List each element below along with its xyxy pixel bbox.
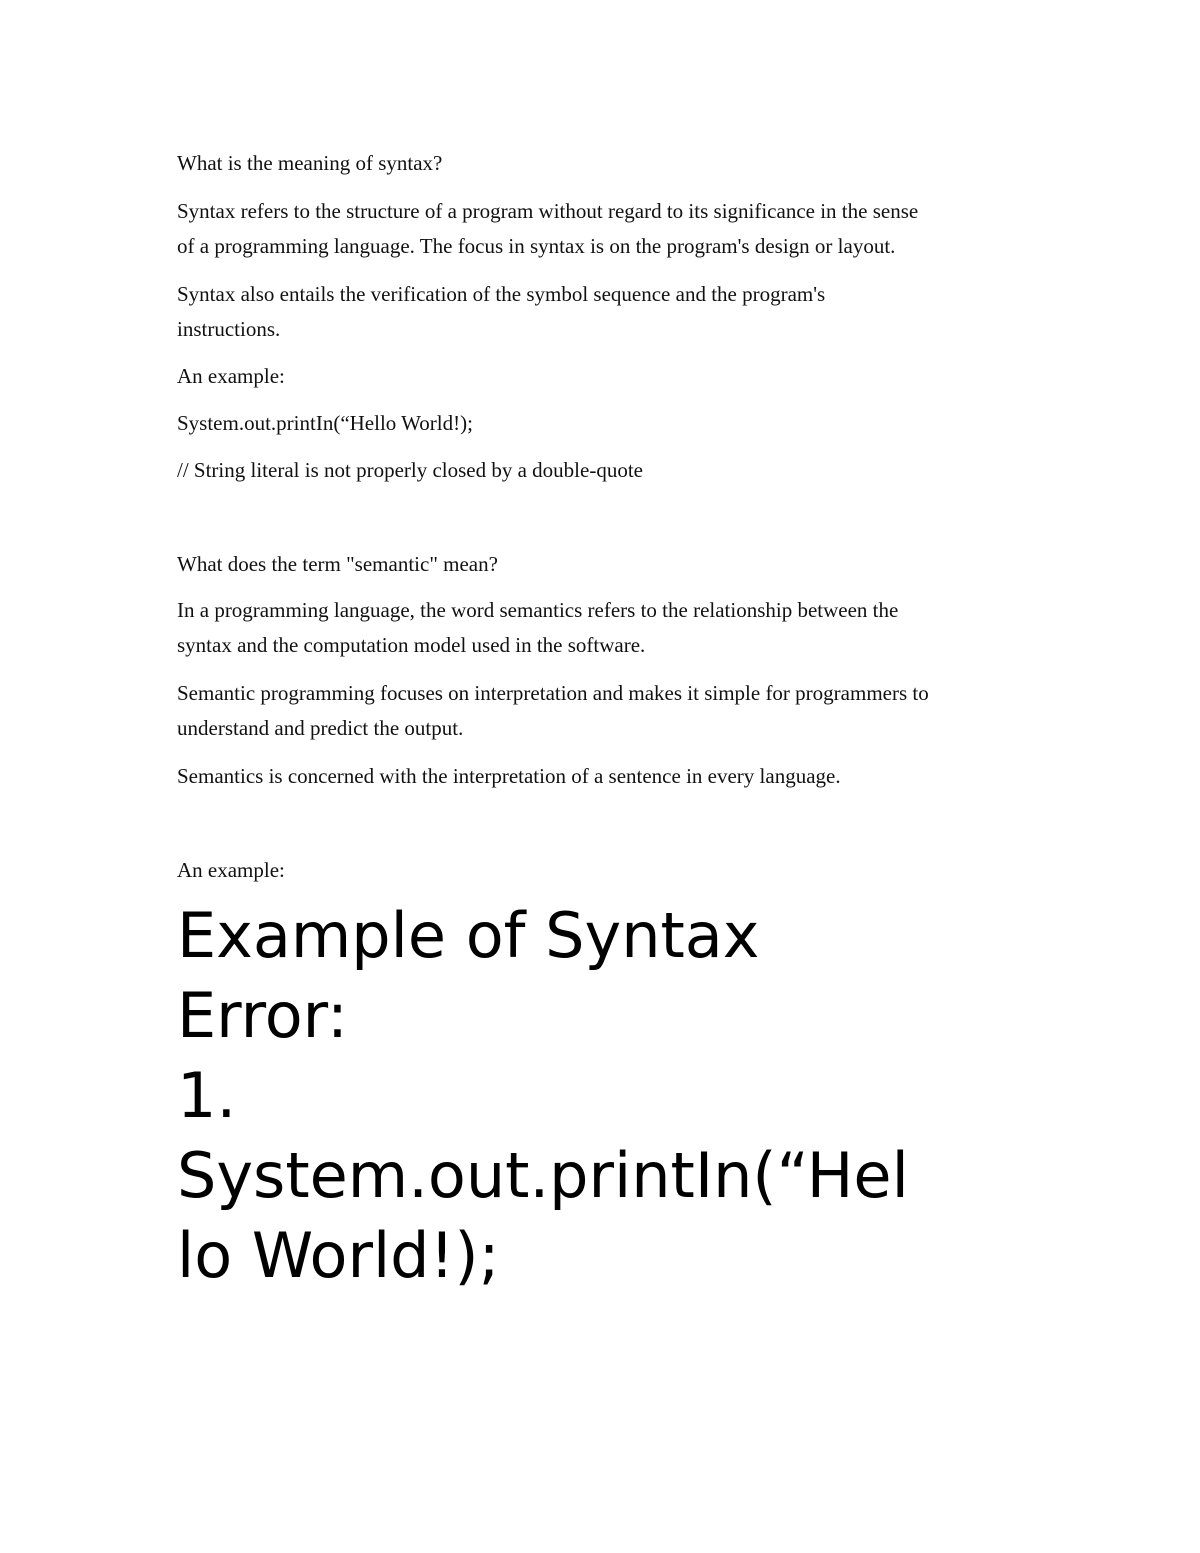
syntax-example-code: System.out.printIn(“Hello World!); xyxy=(177,411,473,435)
big-example-line: Error: xyxy=(177,979,348,1052)
big-example-line: lo World!); xyxy=(177,1219,500,1292)
big-example-line: Example of Syntax xyxy=(177,899,760,972)
syntax-example-comment: // String literal is not properly closed by a double-quote xyxy=(177,458,643,482)
semantic-focus-line: understand and predict the output. xyxy=(177,716,464,740)
semantic-question: What does the term "semantic" mean? xyxy=(177,552,498,576)
syntax-example-label: An example: xyxy=(177,364,285,388)
semantic-example-label: An example: xyxy=(177,858,285,882)
semantic-definition-line: In a programming language, the word semantics refers to the relationship between the xyxy=(177,598,899,622)
semantic-definition xyxy=(177,593,898,663)
syntax-verification xyxy=(177,277,825,347)
semantic-focus xyxy=(177,676,929,746)
semantic-concern: Semantics is concerned with the interpretation of a sentence in every language. xyxy=(177,764,841,788)
semantic-definition-line: syntax and the computation model used in the software. xyxy=(177,633,646,657)
syntax-verification-line: instructions. xyxy=(177,317,281,341)
semantic-focus-line: Semantic programming focuses on interpretation and makes it simple for programmers to xyxy=(177,681,929,705)
big-example-line: System.out.printIn(“Hel xyxy=(177,1139,909,1212)
syntax-definition xyxy=(177,194,918,264)
syntax-definition-line: Syntax refers to the structure of a program without regard to its significance in the sense xyxy=(177,199,919,223)
big-example-line: 1. xyxy=(177,1059,237,1132)
syntax-question: What is the meaning of syntax? xyxy=(177,151,443,175)
document-page xyxy=(177,0,1027,1553)
syntax-verification-line: Syntax also entails the verification of the symbol sequence and the program's xyxy=(177,282,826,306)
syntax-definition-line: of a programming language. The focus in syntax is on the program's design or layout. xyxy=(177,234,896,258)
big-example-text xyxy=(177,896,909,1296)
